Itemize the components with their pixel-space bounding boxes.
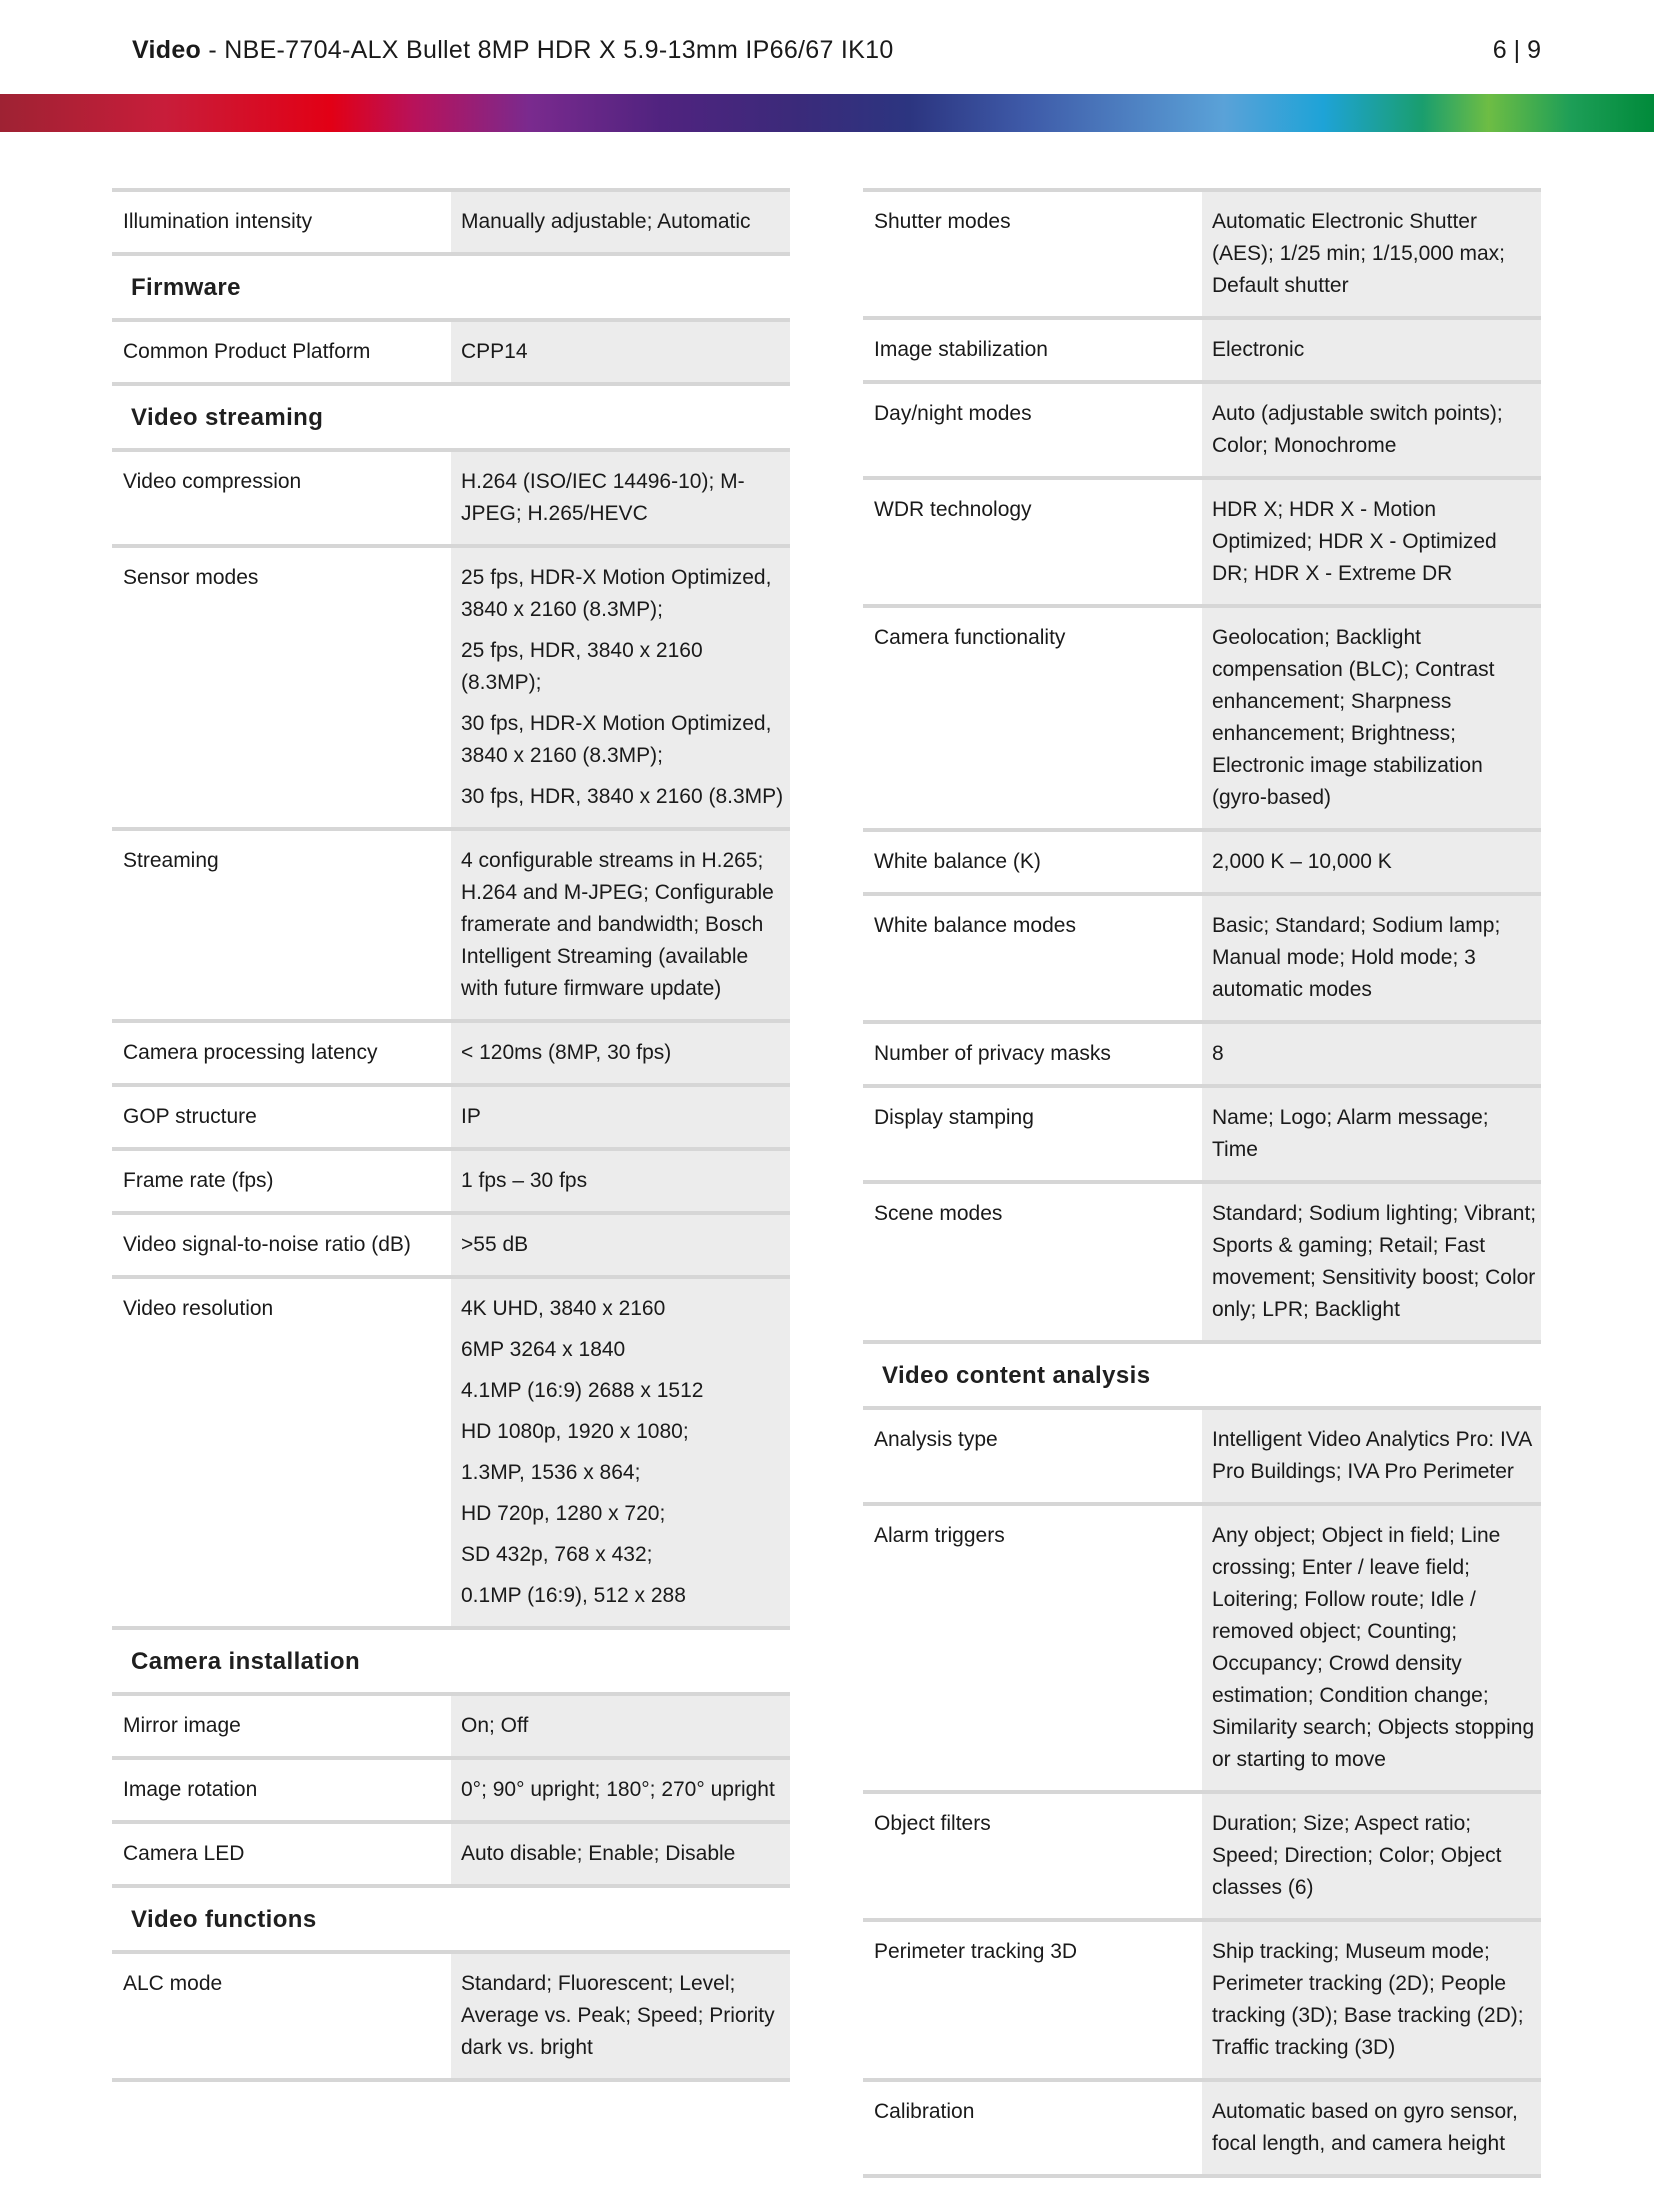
spec-row (863, 478, 1541, 606)
spec-label: ALC mode (112, 1952, 451, 2080)
spec-value: Auto disable; Enable; Disable (451, 1822, 790, 1886)
spec-value: Any object; Object in field; Line crossing; Enter / leave field; Loitering; Follow route; Idle / removed object; Counting; Occupancy; Crowd density estimation; Condition change; Similarity search; Objects stopping or starting to move (1202, 1504, 1541, 1792)
spec-label: Alarm triggers (863, 1504, 1202, 1792)
resolution-item: 0.1MP (16:9), 512 x 288 (461, 1584, 686, 1607)
spec-label: Mirror image (112, 1694, 451, 1758)
spec-label: Illumination intensity (112, 190, 451, 254)
spec-row (863, 190, 1541, 318)
spec-value: Manually adjustable; Automatic (451, 190, 790, 254)
spec-row (112, 1694, 790, 1758)
spec-value: H.264 (ISO/IEC 14496-10); M-JPEG; H.265/HEVC (451, 450, 790, 546)
resolution-item: 4.1MP (16:9) 2688 x 1512 (461, 1379, 704, 1402)
spec-value: 1 fps – 30 fps (451, 1149, 790, 1213)
spec-label: Display stamping (863, 1086, 1202, 1182)
spec-value: CPP14 (451, 320, 790, 384)
sensor-mode: 25 fps, HDR, 3840 x 2160 (8.3MP); (461, 639, 703, 694)
spec-label: Day/night modes (863, 382, 1202, 478)
section-heading-label: Video content analysis (863, 1342, 1541, 1408)
spec-row (112, 1149, 790, 1213)
spec-row (112, 829, 790, 1021)
spec-label: Scene modes (863, 1182, 1202, 1342)
spec-label: WDR technology (863, 478, 1202, 606)
spec-value: 4 configurable streams in H.265; H.264 and M-JPEG; Configurable framerate and bandwidth; Bosch Intelligent Streaming (available with future firmware update) (451, 829, 790, 1021)
spec-row (863, 382, 1541, 478)
right-spec-column (863, 188, 1541, 2178)
spec-value: Automatic Electronic Shutter (AES); 1/25 min; 1/15,000 max; Default shutter (1202, 190, 1541, 318)
spec-value: Basic; Standard; Sodium lamp; Manual mode; Hold mode; 3 automatic modes (1202, 894, 1541, 1022)
left-spec-table (112, 188, 790, 2082)
spec-label: GOP structure (112, 1085, 451, 1149)
spec-row (112, 1085, 790, 1149)
spec-value: Standard; Fluorescent; Level; Average vs. Peak; Speed; Priority dark vs. bright (451, 1952, 790, 2080)
right-spec-table (863, 188, 1541, 2178)
spec-label: Video signal-to-noise ratio (dB) (112, 1213, 451, 1277)
spec-value: Ship tracking; Museum mode; Perimeter tracking (2D); People tracking (3D); Base tracking (2D); Traffic tracking (3D) (1202, 1920, 1541, 2080)
spec-label: Camera functionality (863, 606, 1202, 830)
section-name: Video (132, 36, 202, 64)
spec-value: HDR X; HDR X - Motion Optimized; HDR X - Optimized DR; HDR X - Extreme DR (1202, 478, 1541, 606)
resolution-item: 4K UHD, 3840 x 2160 (461, 1297, 666, 1320)
spec-value: 2,000 K – 10,000 K (1202, 830, 1541, 894)
spec-row (112, 1021, 790, 1085)
section-heading-label: Firmware (112, 254, 790, 320)
spec-value: Geolocation; Backlight compensation (BLC); Contrast enhancement; Sharpness enhancement; Brightness; Electronic image stabilization (gyro-based) (1202, 606, 1541, 830)
spec-row (863, 1792, 1541, 1920)
document-title (132, 36, 894, 65)
spec-label: Camera LED (112, 1822, 451, 1886)
spec-row (863, 1504, 1541, 1792)
spec-row (863, 1182, 1541, 1342)
resolution-item: 6MP 3264 x 1840 (461, 1338, 626, 1361)
spec-label: White balance modes (863, 894, 1202, 1022)
spec-value: >55 dB (451, 1213, 790, 1277)
spec-row (112, 546, 790, 829)
spec-row (112, 190, 790, 254)
spec-row (112, 320, 790, 384)
spec-label: Common Product Platform (112, 320, 451, 384)
spec-value: Auto (adjustable switch points); Color; Monochrome (1202, 382, 1541, 478)
spec-row (863, 894, 1541, 1022)
spec-row (863, 1022, 1541, 1086)
spec-value: On; Off (451, 1694, 790, 1758)
section-heading (112, 1886, 790, 1952)
section-heading (112, 1628, 790, 1694)
spec-row (863, 606, 1541, 830)
spec-value: 8 (1202, 1022, 1541, 1086)
resolution-item: SD 432p, 768 x 432; (461, 1543, 653, 1566)
spec-label: Object filters (863, 1792, 1202, 1920)
spec-value-list (451, 1277, 790, 1628)
page-header (0, 0, 1654, 94)
spec-row (112, 1758, 790, 1822)
spec-row (112, 450, 790, 546)
section-heading-label: Camera installation (112, 1628, 790, 1694)
spec-label: Camera processing latency (112, 1021, 451, 1085)
spec-label: Perimeter tracking 3D (863, 1920, 1202, 2080)
section-heading-label: Video functions (112, 1886, 790, 1952)
section-heading-label: Video streaming (112, 384, 790, 450)
spec-value: Electronic (1202, 318, 1541, 382)
spec-row (863, 830, 1541, 894)
spec-value: Name; Logo; Alarm message; Time (1202, 1086, 1541, 1182)
sensor-mode: 30 fps, HDR, 3840 x 2160 (8.3MP) (461, 785, 784, 808)
spec-row (863, 318, 1541, 382)
page-number: 6 | 9 (1492, 36, 1541, 64)
spec-row (112, 1277, 790, 1628)
spec-row (112, 1213, 790, 1277)
left-spec-column (112, 188, 790, 2082)
resolution-item: 1.3MP, 1536 x 864; (461, 1461, 641, 1484)
spec-label: Shutter modes (863, 190, 1202, 318)
spec-value: Standard; Sodium lighting; Vibrant; Sports & gaming; Retail; Fast movement; Sensitivity boost; Color only; LPR; Backlight (1202, 1182, 1541, 1342)
spec-label: Number of privacy masks (863, 1022, 1202, 1086)
spec-label: Image stabilization (863, 318, 1202, 382)
spec-value: Automatic based on gyro sensor, focal length, and camera height (1202, 2080, 1541, 2176)
spec-label: Video compression (112, 450, 451, 546)
spec-row (863, 1086, 1541, 1182)
color-band (0, 94, 1654, 132)
spec-label: Sensor modes (112, 546, 451, 829)
section-heading (112, 384, 790, 450)
spec-value: IP (451, 1085, 790, 1149)
spec-value: < 120ms (8MP, 30 fps) (451, 1021, 790, 1085)
spec-value: Intelligent Video Analytics Pro: IVA Pro Buildings; IVA Pro Perimeter (1202, 1408, 1541, 1504)
spec-label: Calibration (863, 2080, 1202, 2176)
spec-row (863, 1408, 1541, 1504)
section-heading (863, 1342, 1541, 1408)
resolution-item: HD 1080p, 1920 x 1080; (461, 1420, 689, 1443)
spec-value: 0°; 90° upright; 180°; 270° upright (451, 1758, 790, 1822)
spec-row (863, 1920, 1541, 2080)
spec-value-list (451, 546, 790, 829)
spec-label: Streaming (112, 829, 451, 1021)
product-name: - NBE-7704-ALX Bullet 8MP HDR X 5.9-13mm IP66/67 IK10 (201, 36, 894, 64)
spec-value: Duration; Size; Aspect ratio; Speed; Direction; Color; Object classes (6) (1202, 1792, 1541, 1920)
section-heading (112, 254, 790, 320)
spec-row (863, 2080, 1541, 2176)
spec-row (112, 1952, 790, 2080)
spec-row (112, 1822, 790, 1886)
resolution-item: HD 720p, 1280 x 720; (461, 1502, 666, 1525)
spec-label: Analysis type (863, 1408, 1202, 1504)
spec-label: White balance (K) (863, 830, 1202, 894)
sensor-mode: 25 fps, HDR-X Motion Optimized, 3840 x 2160 (8.3MP); (461, 566, 772, 621)
spec-label: Video resolution (112, 1277, 451, 1628)
spec-label: Image rotation (112, 1758, 451, 1822)
sensor-mode: 30 fps, HDR-X Motion Optimized, 3840 x 2160 (8.3MP); (461, 712, 772, 767)
spec-label: Frame rate (fps) (112, 1149, 451, 1213)
